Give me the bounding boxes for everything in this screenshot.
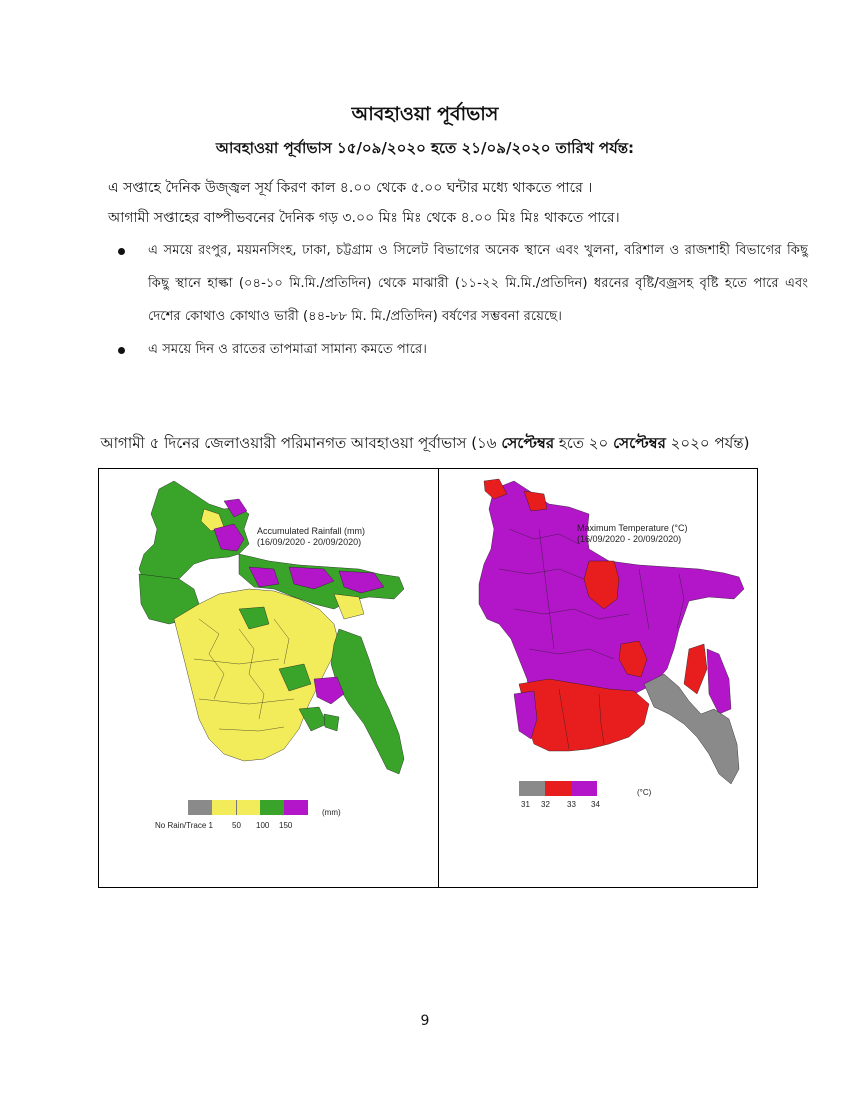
rain-forecast-text: এ সময়ে রংপুর, ময়মনসিংহ, ঢাকা, চট্টগ্রাম ও সিলেট বিভাগের অনেক স্থানে এবং খুলনা, বরিশাল ও রাজশাহী বিভাগের কিছু কিছু স্থানে হাল্কা (০৪-১০ মি.মি./প্রতিদিন) থেকে মাঝারী (১১-২২ মি.মি./প্রতিদিন) ধরনের বৃষ্টি/বজ্রসহ বৃষ্টি হতে পারে এবং দেশের কোথাও কোথাও ভারী (৪৪-৮৮ মি. মি./প্রতিদিন) বর্ষণের সম্ভবনা রয়েছে।	[148, 243, 808, 324]
legend-label: 34	[591, 800, 600, 809]
legend-swatch	[284, 800, 308, 815]
legend-swatch	[236, 800, 261, 815]
temperature-map-title	[577, 523, 687, 545]
maps-table	[98, 468, 758, 888]
legend-swatch	[188, 800, 212, 815]
rainfall-map-panel	[99, 469, 438, 887]
list-item	[118, 234, 808, 333]
legend-swatch	[519, 781, 545, 796]
legend-label: 50	[232, 821, 241, 830]
legend-unit: (mm)	[322, 808, 341, 817]
page-title: আবহাওয়া পূর্বাভাস	[351, 103, 499, 125]
page-number: 9	[420, 1013, 430, 1029]
legend-swatch	[571, 781, 597, 796]
legend-label: 32	[541, 800, 550, 809]
heading-part: আগামী ৫ দিনের জেলাওয়ারী পরিমানগত আবহাওয়া পূর্বাভাস (১৬	[100, 434, 502, 452]
rainfall-map-title	[257, 526, 365, 548]
legend-label: 33	[567, 800, 576, 809]
legend-swatch	[212, 800, 236, 815]
temperature-forecast-text: এ সময়ে দিন ও রাতের তাপমাত্রা সামান্য কমতে পারে।	[148, 342, 427, 357]
bullet-icon	[118, 248, 125, 255]
legend-label: No Rain/Trace 1	[155, 821, 213, 830]
bullet-list	[118, 234, 808, 366]
heading-part: হতে ২০	[554, 434, 614, 452]
rainfall-date-line: (16/09/2020 - 20/09/2020)	[257, 537, 362, 547]
temperature-title-line: Maximum Temperature (°C)	[577, 523, 688, 533]
heading-bold: সেপ্টেম্বর	[613, 434, 666, 452]
bullet-icon	[118, 347, 125, 354]
district-forecast-heading	[0, 432, 850, 457]
legend-label: 31	[521, 800, 530, 809]
legend-swatch	[545, 781, 571, 796]
heading-bold: সেপ্টেম্বর	[501, 434, 555, 452]
temperature-date-line: (16/09/2020 - 20/09/2020)	[577, 534, 682, 544]
temperature-map-panel	[439, 469, 778, 887]
evaporation-line: আগামী সপ্তাহের বাষ্পীভবনের দৈনিক গড় ৩.০০ মিঃ মিঃ থেকে ৪.০০ মিঃ মিঃ থাকতে পারে।	[108, 210, 620, 226]
legend-label: 100	[256, 821, 270, 830]
rainfall-title-line: Accumulated Rainfall (mm)	[257, 526, 366, 536]
legend-swatch	[260, 800, 284, 815]
sunshine-line: এ সপ্তাহে দৈনিক উজ্জ্বল সূর্য কিরণ কাল ৪.০০ থেকে ৫.০০ ঘন্টার মধ্যে থাকতে পারে ।	[108, 180, 593, 196]
legend-unit: (°C)	[637, 788, 652, 797]
legend-label: 150	[279, 821, 293, 830]
forecast-period-subtitle: আবহাওয়া পূর্বাভাস ১৫/০৯/২০২০ হতে ২১/০৯/২০২০ তারিখ পর্যন্ত:	[215, 139, 635, 157]
heading-part: ২০২০ পর্যন্ত)	[665, 434, 750, 452]
list-item	[118, 333, 808, 366]
